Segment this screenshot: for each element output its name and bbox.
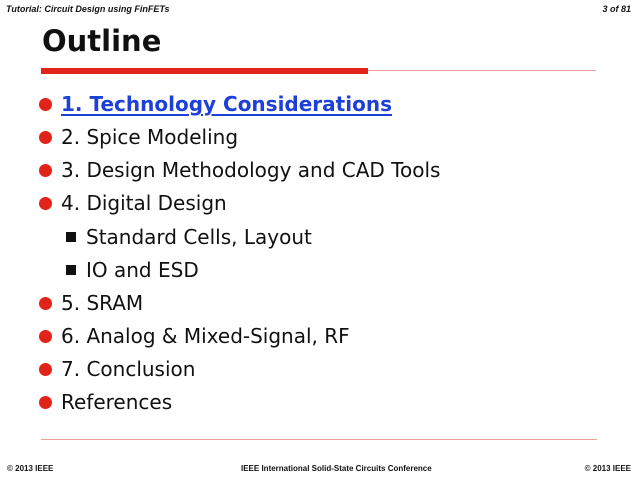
- title-underline-thin: [368, 70, 596, 71]
- footer-copyright-left: © 2013 IEEE: [7, 464, 54, 473]
- outline-item-label: 5. SRAM: [61, 291, 144, 315]
- title-underline-accent: [41, 68, 368, 74]
- footer-divider: [41, 439, 597, 440]
- outline-item-label: 2. Spice Modeling: [61, 125, 239, 149]
- technology-considerations-link[interactable]: 1. Technology Considerations: [61, 92, 392, 116]
- footer-conference: IEEE International Solid-State Circuits Conference: [241, 464, 432, 473]
- outline-item-analog: [39, 324, 350, 348]
- outline-subitem-io-esd: [66, 258, 199, 282]
- outline-item-label: 6. Analog & Mixed-Signal, RF: [61, 324, 350, 348]
- outline-item-references: [39, 390, 172, 414]
- outline-item-label: 3. Design Methodology and CAD Tools: [61, 158, 441, 182]
- outline-item-design-methodology: [39, 158, 440, 182]
- outline-item-label: 7. Conclusion: [61, 357, 196, 381]
- outline-item-spice: [39, 125, 238, 149]
- red-dot-bullet-icon: [39, 330, 52, 343]
- red-dot-bullet-icon: [39, 131, 52, 144]
- black-square-bullet-icon: [66, 232, 76, 242]
- red-dot-bullet-icon: [39, 396, 52, 409]
- red-dot-bullet-icon: [39, 297, 52, 310]
- outline-subitem-label: Standard Cells, Layout: [86, 225, 312, 249]
- outline-item-label: References: [61, 390, 173, 414]
- red-dot-bullet-icon: [39, 164, 52, 177]
- page-indicator: 3 of 81: [602, 4, 631, 14]
- outline-item-sram: [39, 291, 143, 315]
- header-title: Tutorial: Circuit Design using FinFETs: [6, 4, 170, 14]
- footer-copyright-right: © 2013 IEEE: [584, 464, 631, 473]
- outline-item-digital-design: [39, 191, 227, 215]
- slide-title: Outline: [42, 24, 162, 58]
- outline-subitem-standard-cells: [66, 225, 312, 249]
- red-dot-bullet-icon: [39, 98, 52, 111]
- red-dot-bullet-icon: [39, 197, 52, 210]
- black-square-bullet-icon: [66, 265, 76, 275]
- red-dot-bullet-icon: [39, 363, 52, 376]
- outline-item-label: 4. Digital Design: [61, 191, 227, 215]
- outline-item-technology: [39, 92, 392, 116]
- outline-subitem-label: IO and ESD: [86, 258, 199, 282]
- outline-item-conclusion: [39, 357, 195, 381]
